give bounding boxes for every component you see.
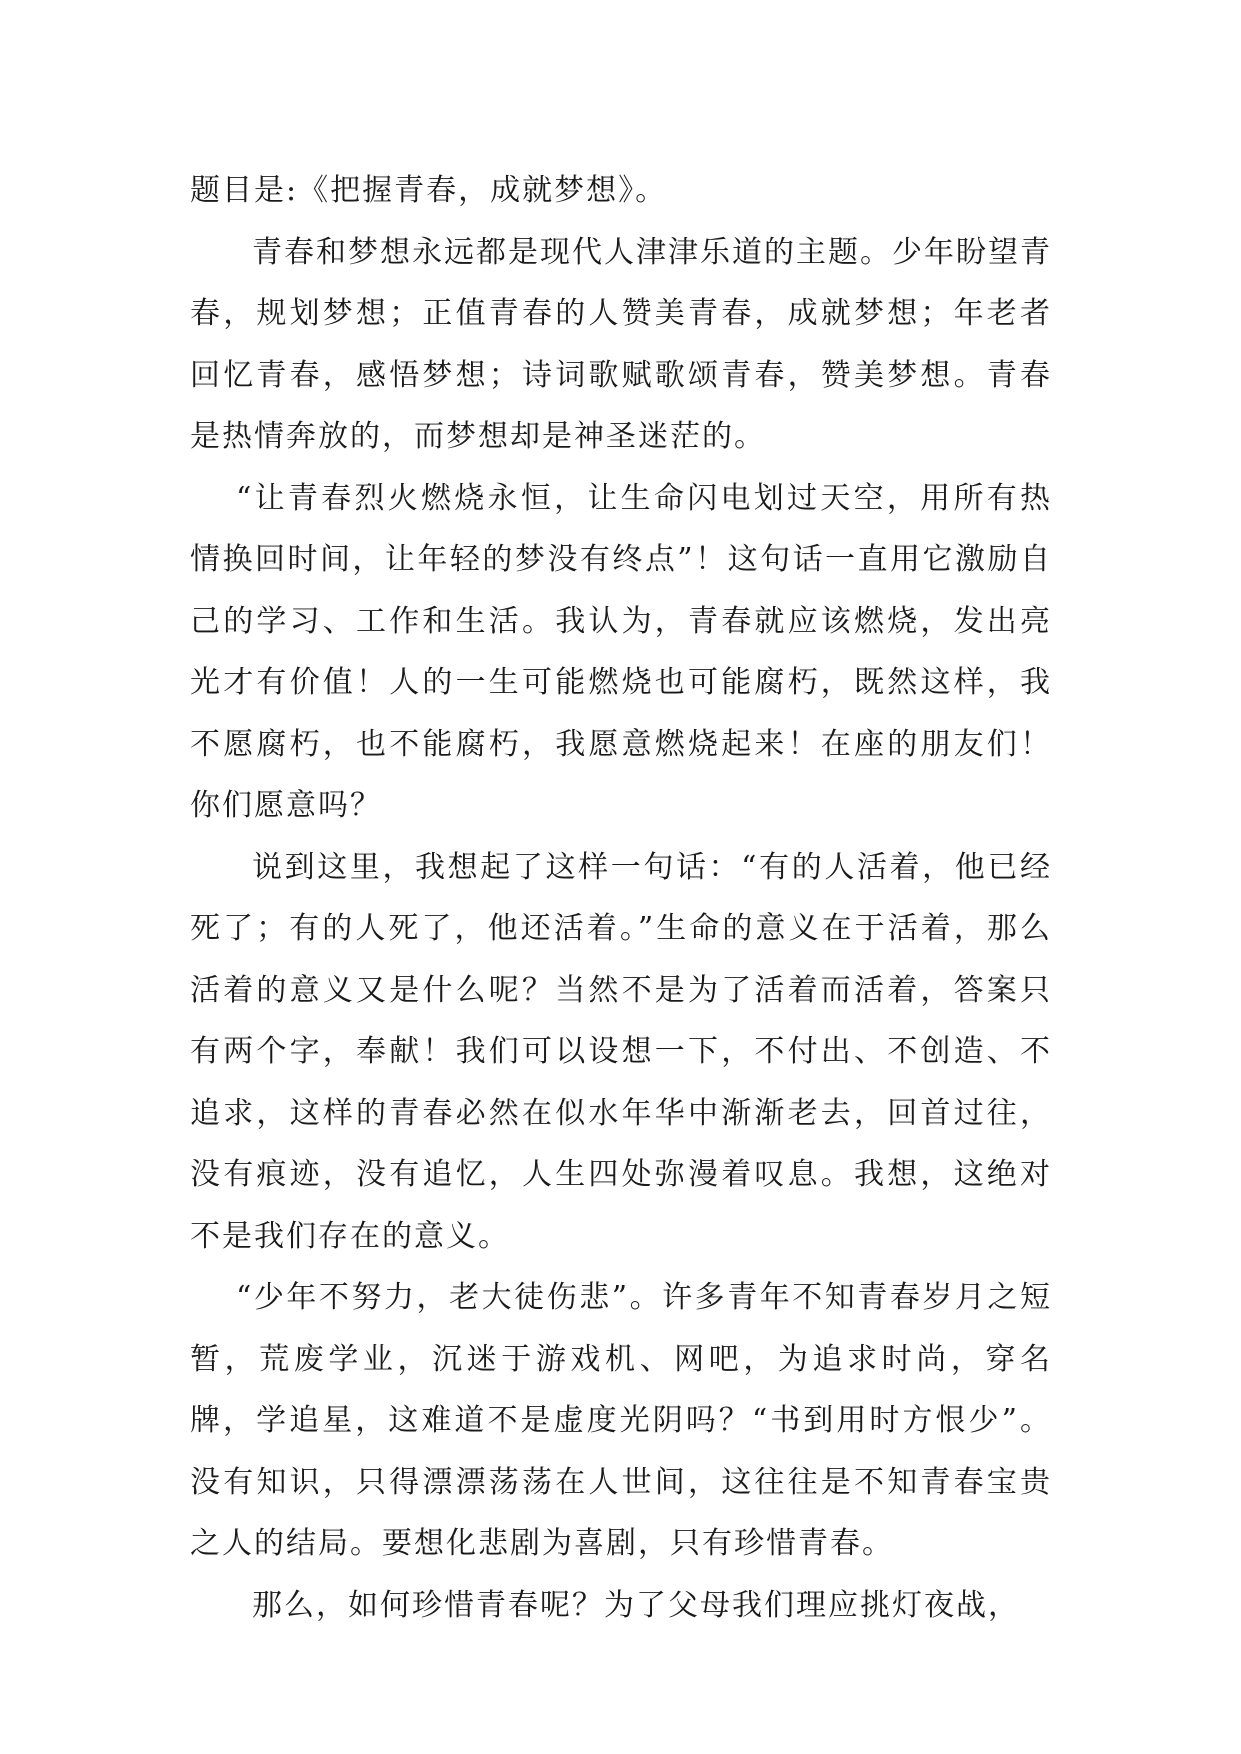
paragraph-cherish-time: “少年不努力，老大徒伤悲”。许多青年不知青春岁月之短暂，荒废学业，沉迷于游戏机、网吧，为追求时尚，穿名牌，学追星，这难道不是虚度光阴吗？“书到用时方恨少”。没有知识，只得漂漂荡荡在人世间，这往往是不知青春宝贵之人的结局。要想化悲剧为喜剧，只有珍惜青春。	[190, 1280, 1052, 1561]
document-body	[190, 160, 1052, 1636]
paragraph-burning-youth: “让青春烈火燃烧永恒，让生命闪电划过天空，用所有热情换回时间，让年轻的梦没有终点”！这句话一直用它激励自己的学习、工作和生活。我认为，青春就应该燃烧，发出亮光才有价值！人的一生可能燃烧也可能腐朽，既然这样，我不愿腐朽，也不能腐朽，我愿意燃烧起来！在座的朋友们！你们愿意吗？	[190, 480, 1052, 823]
paragraph-youth-and-dreams: 青春和梦想永远都是现代人津津乐道的主题。少年盼望青春，规划梦想；正值青春的人赞美青春，成就梦想；年老者回忆青春，感悟梦想；诗词歌赋歌颂青春，赞美梦想。青春是热情奔放的，而梦想却是神圣迷茫的。	[190, 234, 1052, 454]
paragraph-how-to-cherish: 那么，如何珍惜青春呢？为了父母我们理应挑灯夜战，	[252, 1587, 1020, 1623]
paragraph-meaning-of-life: 说到这里，我想起了这样一句话：“有的人活着，他已经死了；有的人死了，他还活着。”生命的意义在于活着，那么活着的意义又是什么呢？当然不是为了活着而活着，答案只有两个字，奉献！我们可以设想一下，不付出、不创造、不追求，这样的青春必然在似水年华中渐渐老去，回首过往，没有痕迹，没有追忆，人生四处弥漫着叹息。我想，这绝对不是我们存在的意义。	[190, 849, 1052, 1254]
topic-line: 题目是:《把握青春，成就梦想》。	[190, 173, 668, 208]
